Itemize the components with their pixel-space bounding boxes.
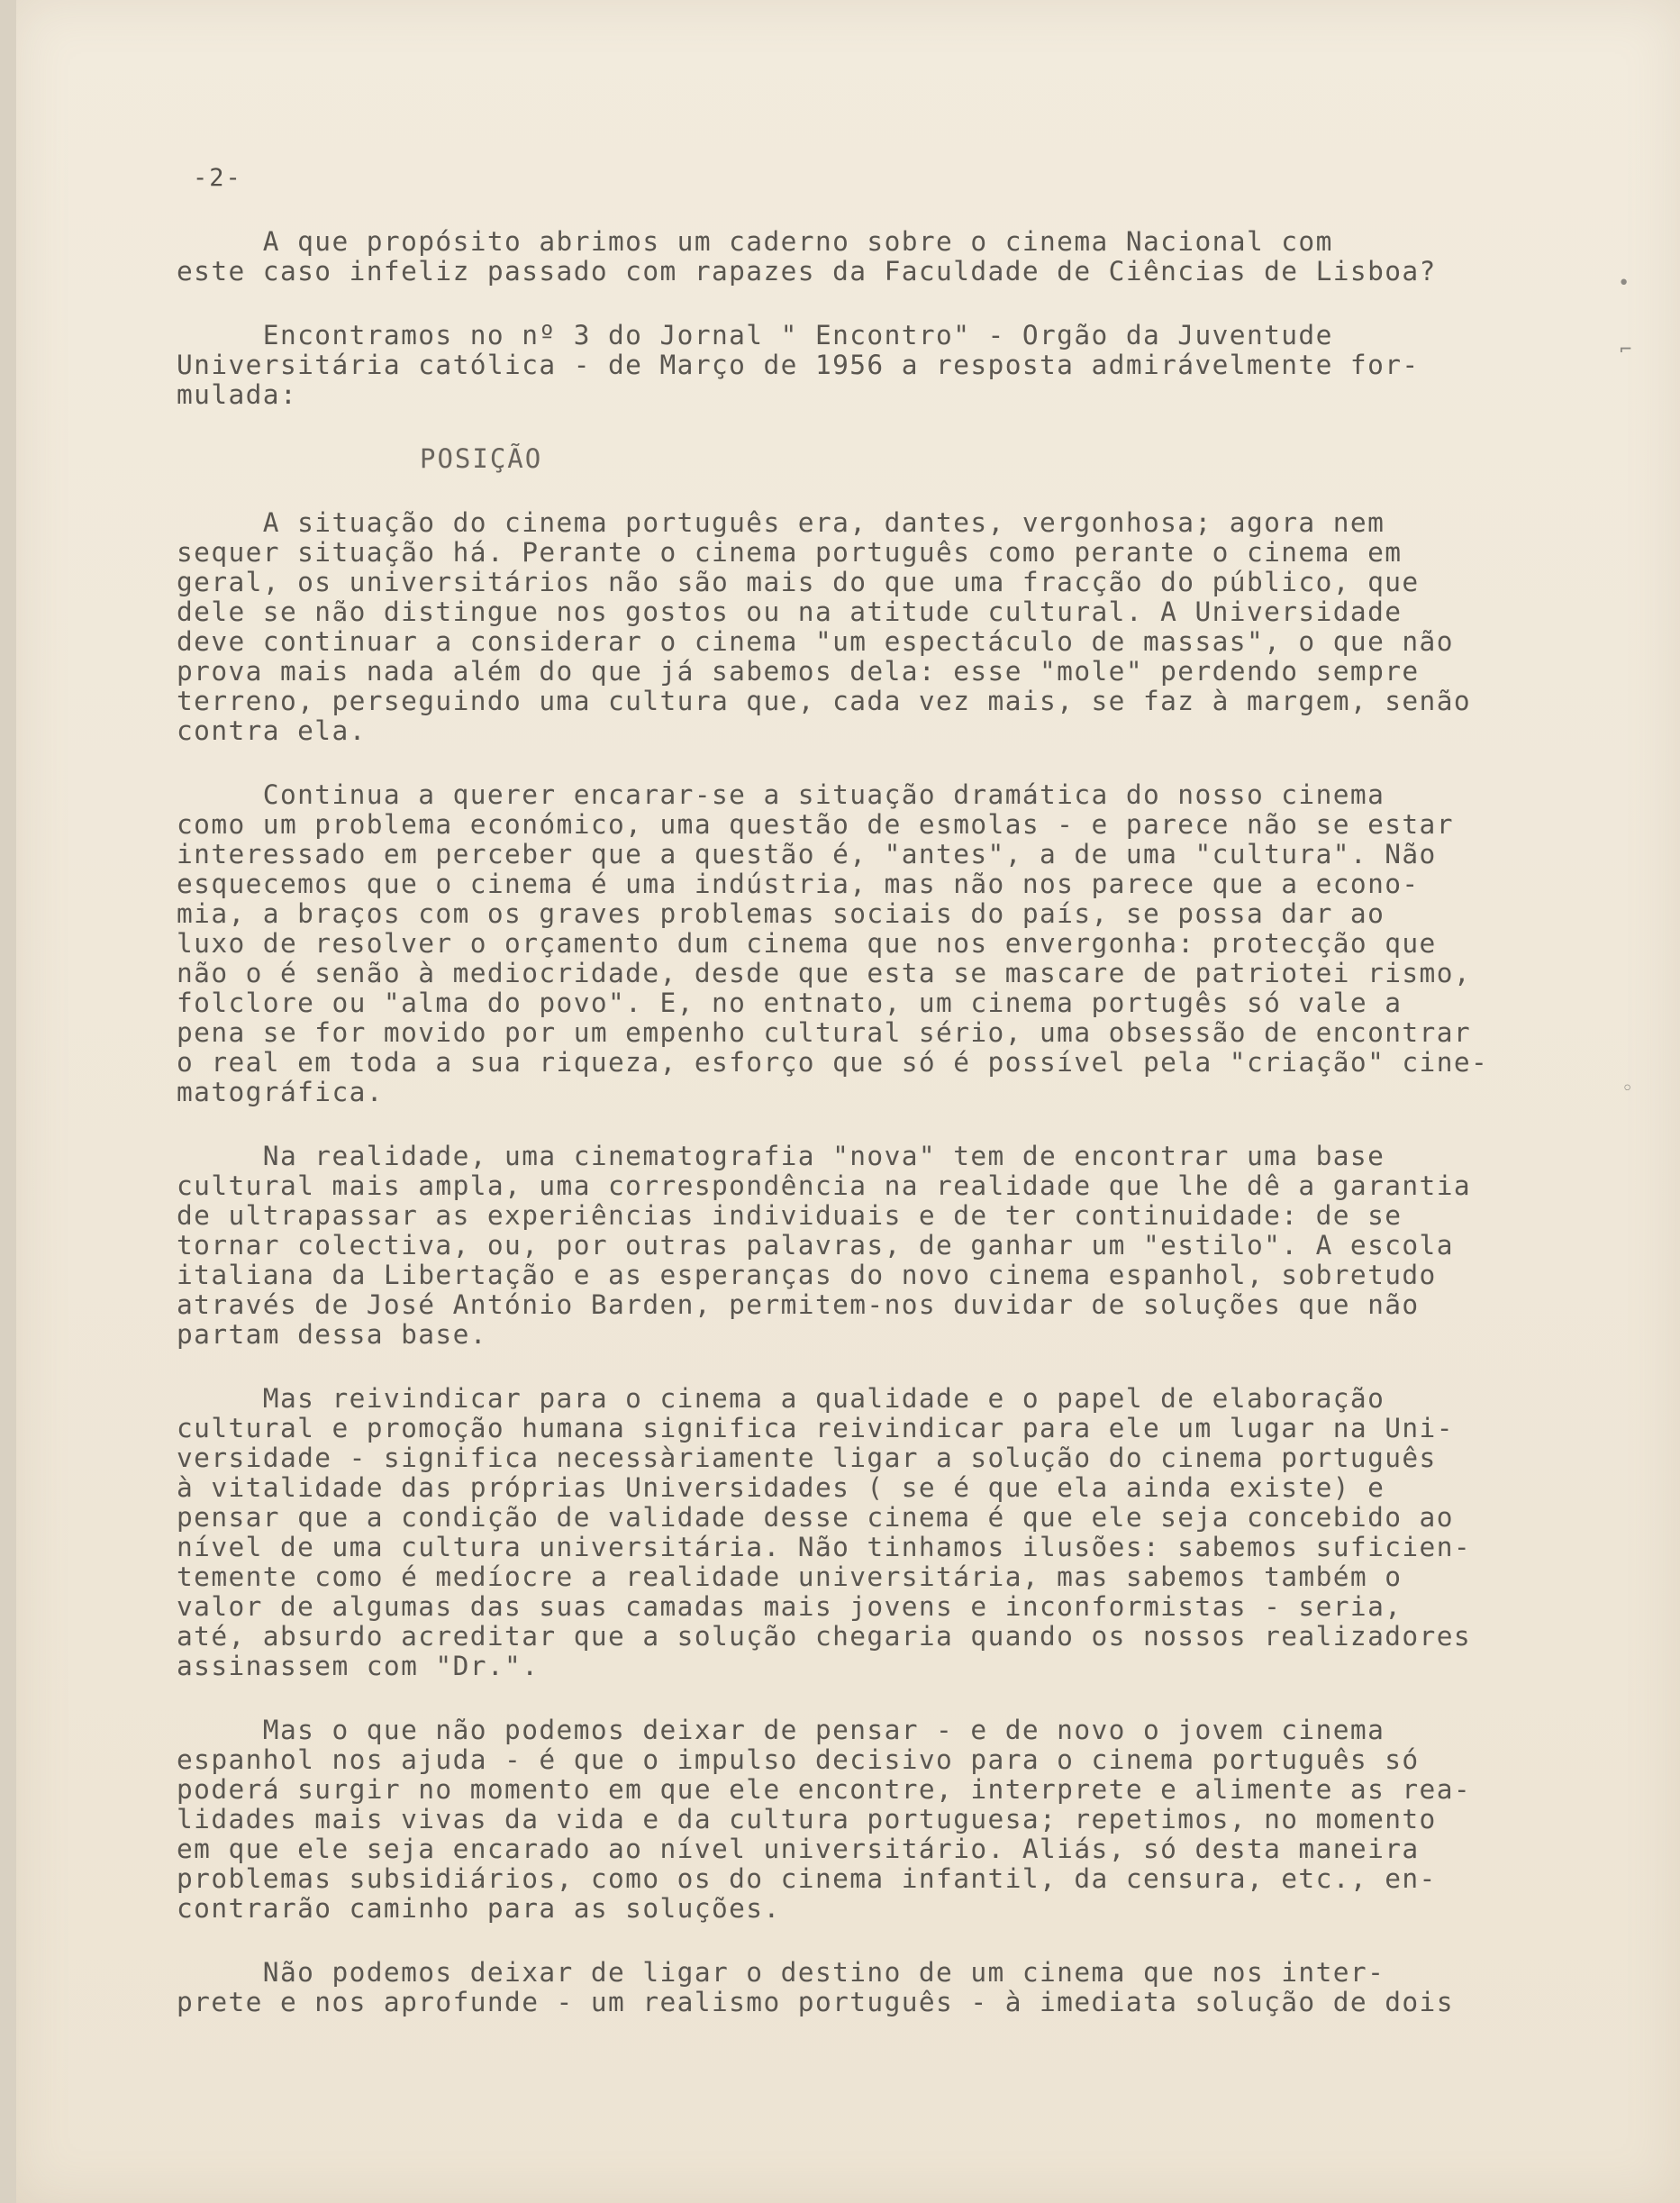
intro-paragraph-2	[177, 321, 1546, 410]
text-line: tornar colectiva, ou, por outras palavras, de ganhar um "estilo". A escola	[177, 1230, 1454, 1261]
typed-document-body	[177, 227, 1546, 2052]
text-line: esquecemos que o cinema é uma indústria, mas não nos parece que a econo-	[177, 869, 1420, 899]
margin-mark-top: •	[1618, 272, 1630, 295]
text-line: nível de uma cultura universitária. Não tinhamos ilusões: sabemos suficien-	[177, 1532, 1472, 1562]
text-line: valor de algumas das suas camadas mais jovens e inconformistas - seria,	[177, 1591, 1403, 1622]
text-line: Na realidade, uma cinematografia "nova" tem de encontrar uma base	[177, 1141, 1385, 1171]
text-line: prova mais nada além do que já sabemos dela: esse "mole" perdendo sempre	[177, 656, 1420, 687]
text-line: cultural e promoção humana significa reivindicar para ele um lugar na Uni-	[177, 1413, 1454, 1443]
text-line: este caso infeliz passado com rapazes da Faculdade de Ciências de Lisboa?	[177, 256, 1437, 287]
text-line: Continua a querer encarar-se a situação dramática do nosso cinema	[177, 779, 1385, 810]
page-number: -2-	[193, 164, 242, 192]
text-line: espanhol nos ajuda - é que o impulso decisivo para o cinema português só	[177, 1744, 1420, 1775]
text-line: folclore ou "alma do povo". E, no entnato, um cinema portugês só vale a	[177, 988, 1403, 1018]
text-line: prete e nos aprofunde - um realismo português - à imediata solução de dois	[177, 1987, 1454, 2017]
text-line: sequer situação há. Perante o cinema português como perante o cinema em	[177, 537, 1403, 568]
text-line: mia, a braços com os graves problemas sociais do país, se possa dar ao	[177, 898, 1385, 929]
text-line: poderá surgir no momento em que ele encontre, interprete e alimente as rea-	[177, 1774, 1472, 1805]
text-line: A que propósito abrimos um caderno sobre o cinema Nacional com	[177, 226, 1333, 257]
text-line: problemas subsidiários, como os do cinema infantil, da censura, etc., en-	[177, 1863, 1437, 1894]
text-line: contrarão caminho para as soluções.	[177, 1893, 781, 1924]
text-line: temente como é medíocre a realidade universitária, mas sabemos também o	[177, 1561, 1403, 1592]
text-line: matográfica.	[177, 1077, 384, 1107]
text-line: de ultrapassar as experiências individuais e de ter continuidade: de se	[177, 1200, 1403, 1231]
text-line: até, absurdo acreditar que a solução chegaria quando os nossos realizadores	[177, 1621, 1472, 1652]
margin-mark-lower: ◦	[1621, 1078, 1634, 1100]
text-line: mulada:	[177, 379, 298, 410]
text-line: terreno, perseguindo uma cultura que, cada vez mais, se faz à margem, senão	[177, 686, 1472, 716]
text-line: geral, os universitários não são mais do que uma fracção do público, que	[177, 567, 1420, 597]
text-line: Não podemos deixar de ligar o destino de um cinema que nos inter-	[177, 1957, 1385, 1988]
text-line: dele se não distingue nos gostos ou na atitude cultural. A Universidade	[177, 596, 1403, 627]
text-line: Encontramos no nº 3 do Jornal " Encontro" - Orgão da Juventude	[177, 320, 1333, 350]
text-line: em que ele seja encarado ao nível universitário. Aliás, só desta maneira	[177, 1834, 1420, 1864]
intro-paragraph-1	[177, 227, 1546, 287]
quoted-paragraph-2	[177, 780, 1546, 1107]
margin-mark-side: ⌐	[1620, 339, 1632, 361]
text-line: versidade - significa necessàriamente ligar a solução do cinema português	[177, 1443, 1437, 1473]
text-line: interessado em perceber que a questão é, "antes", a de uma "cultura". Não	[177, 839, 1437, 869]
section-heading: POSIÇÃO	[420, 443, 543, 474]
quoted-paragraph-3	[177, 1142, 1546, 1350]
text-line: partam dessa base.	[177, 1319, 487, 1350]
text-line: A situação do cinema português era, dantes, vergonhosa; agora nem	[177, 507, 1385, 538]
text-line: assinassem com "Dr.".	[177, 1651, 540, 1681]
text-line: como um problema económico, uma questão de esmolas - e parece não se estar	[177, 809, 1454, 840]
text-line: não o é senão à mediocridade, desde que esta se mascare de patriotei rismo,	[177, 958, 1472, 988]
text-line: através de José António Barden, permitem-nos duvidar de soluções que não	[177, 1289, 1420, 1320]
text-line: pensar que a condição de validade desse cinema é que ele seja concebido ao	[177, 1502, 1454, 1533]
quoted-paragraph-4	[177, 1384, 1546, 1681]
text-line: Mas reivindicar para o cinema a qualidade e o papel de elaboração	[177, 1383, 1385, 1414]
text-line: Universitária católica - de Março de 1956 a resposta admirávelmente for-	[177, 350, 1420, 380]
text-line: o real em toda a sua riqueza, esforço que só é possível pela "criação" cine-	[177, 1047, 1489, 1078]
quoted-paragraph-5	[177, 1716, 1546, 1924]
text-line: deve continuar a considerar o cinema "um espectáculo de massas", o que não	[177, 626, 1454, 657]
quoted-paragraph-6	[177, 1958, 1546, 2017]
text-line: Mas o que não podemos deixar de pensar - e de novo o jovem cinema	[177, 1715, 1385, 1745]
text-line: à vitalidade das próprias Universidades ( se é que ela ainda existe) e	[177, 1472, 1385, 1503]
quoted-paragraph-1	[177, 508, 1546, 746]
text-line: pena se for movido por um empenho cultural sério, uma obsessão de encontrar	[177, 1017, 1472, 1048]
text-line: luxo de resolver o orçamento dum cinema que nos envergonha: protecção que	[177, 928, 1437, 959]
text-line: contra ela.	[177, 715, 367, 746]
text-line: cultural mais ampla, uma correspondência na realidade que lhe dê a garantia	[177, 1170, 1472, 1201]
text-line: italiana da Libertação e as esperanças do novo cinema espanhol, sobretudo	[177, 1260, 1437, 1290]
text-line: lidades mais vivas da vida e da cultura portuguesa; repetimos, no momento	[177, 1804, 1437, 1834]
